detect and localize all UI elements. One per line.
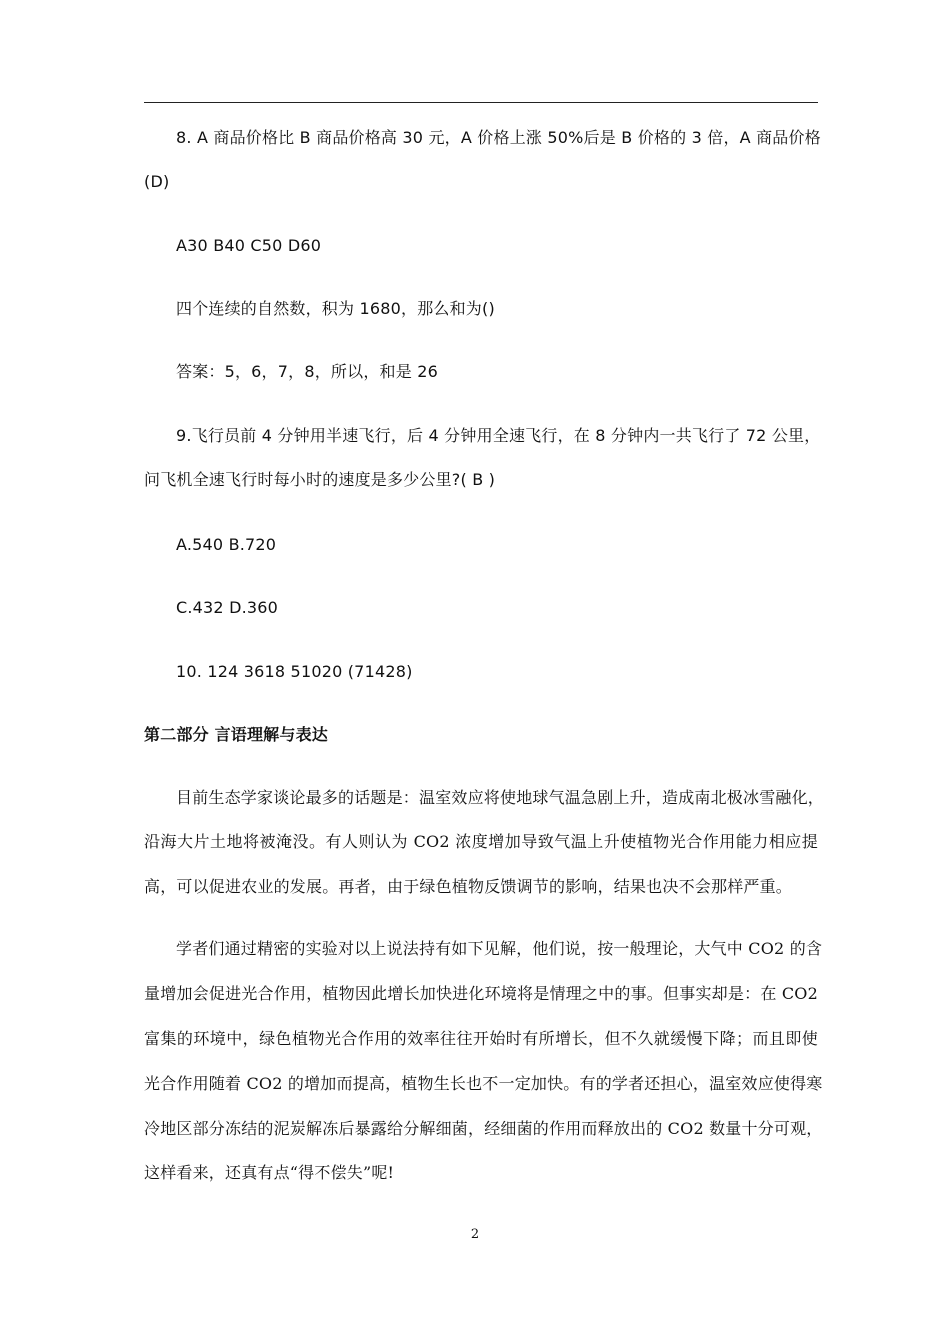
header-rule bbox=[144, 102, 818, 103]
paragraph-1-line-1: 目前生态学家谈论最多的话题是：温室效应将使地球气温急剧上升，造成南北极冰雪融化， bbox=[176, 788, 825, 807]
paragraph-2-line-1: 学者们通过精密的实验对以上说法持有如下见解，他们说，按一般理论，大气中 CO2 的含 bbox=[176, 939, 823, 958]
question-10-line-1: 10. 124 3618 51020 (71428) bbox=[176, 662, 413, 681]
paragraph-2-line-2: 量增加会促进光合作用，植物因此增长加快进化环境将是情理之中的事。但事实却是：在 CO2 bbox=[144, 984, 818, 1003]
question-8-line-2: (D) bbox=[144, 172, 170, 191]
paragraph-2-line-4: 光合作用随着 CO2 的增加而提高，植物生长也不一定加快。有的学者还担心，温室效应使得寒 bbox=[144, 1074, 823, 1093]
question-8-options: A30 B40 C50 D60 bbox=[176, 236, 322, 255]
paragraph-1-line-2: 沿海大片土地将被淹没。有人则认为 CO2 浓度增加导致气温上升使植物光合作用能力相应提 bbox=[144, 832, 818, 851]
section-2-title: 第二部分 言语理解与表达 bbox=[144, 725, 328, 744]
paragraph-1-line-3: 高，可以促进农业的发展。再者，由于绿色植物反馈调节的影响，结果也决不会那样严重。 bbox=[144, 877, 793, 896]
paragraph-2-line-6: 这样看来，还真有点“得不偿失”呢! bbox=[144, 1163, 395, 1182]
question-9-options-1: A.540 B.720 bbox=[176, 535, 277, 554]
extra-question: 四个连续的自然数，积为 1680，那么和为() bbox=[176, 299, 495, 318]
question-9-options-2: C.432 D.360 bbox=[176, 598, 279, 617]
question-9-line-2: 问飞机全速飞行时每小时的速度是多少公里?( B ) bbox=[144, 470, 496, 489]
paragraph-2-line-5: 冷地区部分冻结的泥炭解冻后暴露给分解细菌，经细菌的作用而释放出的 CO2 数量十分可观， bbox=[144, 1119, 823, 1138]
extra-answer: 答案：5，6，7，8，所以，和是 26 bbox=[176, 362, 438, 381]
paragraph-2-line-3: 富集的环境中，绿色植物光合作用的效率往往开始时有所增长，但不久就缓慢下降；而且即使 bbox=[144, 1029, 818, 1048]
question-9-line-1: 9.飞行员前 4 分钟用半速飞行，后 4 分钟用全速飞行，在 8 分钟内一共飞行了 72 公里， bbox=[176, 426, 821, 445]
question-8-line-1: 8. A 商品价格比 B 商品价格高 30 元，A 价格上涨 50%后是 B 价格的 3 倍，A 商品价格 bbox=[176, 128, 821, 147]
page-number: 2 bbox=[470, 1227, 480, 1242]
